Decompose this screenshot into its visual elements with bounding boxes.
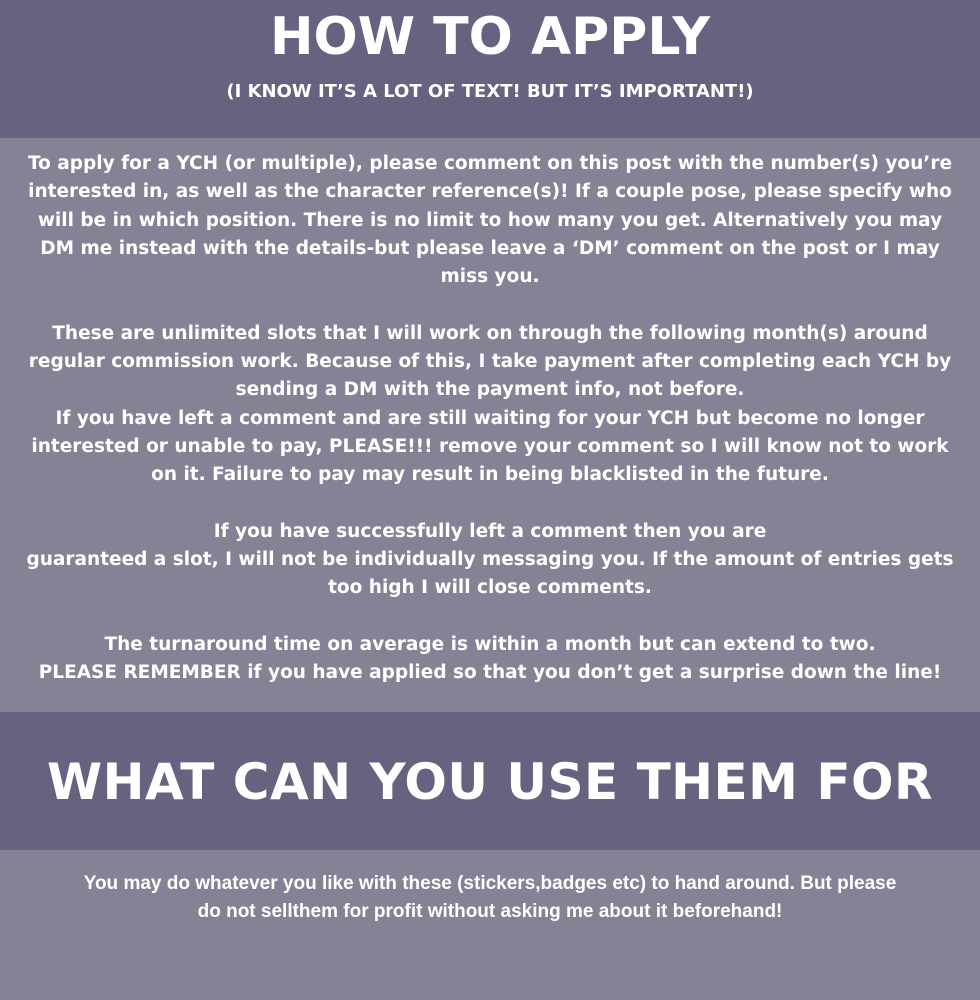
paragraph-how-to-comment: To apply for a YCH (or multiple), please comment on this post with the number(s) you’re interested in, as well as the character reference(s)! If a couple pose, please specify who will be in which position. There is no limit to how many you get. Alternatively you may DM me instead with the details-but please leave a ‘DM’ comment on the post or I may miss you. xyxy=(27,153,952,288)
section-title: WHAT CAN YOU USE THEM FOR xyxy=(46,753,933,811)
paragraph-payment: These are unlimited slots that I will work on through the following month(s) around regular commission work. Because of this, I take payment after completing each YCH by sending a DM with the payment info, not before. If you have left a comment and are still waiting for your YCH but become no longer interested or unable to pay, PLEASE!!! remove your comment so I will know not to work on it. Failure to pay may result in being blacklisted in the future. xyxy=(28,322,952,486)
paragraph-turnaround: The turnaround time on average is within a month but can extend to two. PLEASE REMEMBER if you have applied so that you don’t get a surprise down the line! xyxy=(38,634,942,684)
how-to-apply-header xyxy=(0,0,980,138)
how-to-apply-body xyxy=(0,138,980,712)
paragraph-usage: You may do whatever you like with these (stickers,badges etc) to hand around. But please do not sellthem for profit without asking me about it beforehand! xyxy=(83,873,897,922)
usage-header xyxy=(0,712,980,850)
page-subtitle: (I KNOW IT’S A LOT OF TEXT! BUT IT’S IMPORTANT!) xyxy=(226,81,754,102)
usage-body xyxy=(0,850,980,1000)
page-title: HOW TO APPLY xyxy=(269,7,711,67)
paragraph-slots: If you have successfully left a comment then you are guaranteed a slot, I will not be individually messaging you. If the amount of entries gets too high I will close comments. xyxy=(26,520,954,599)
